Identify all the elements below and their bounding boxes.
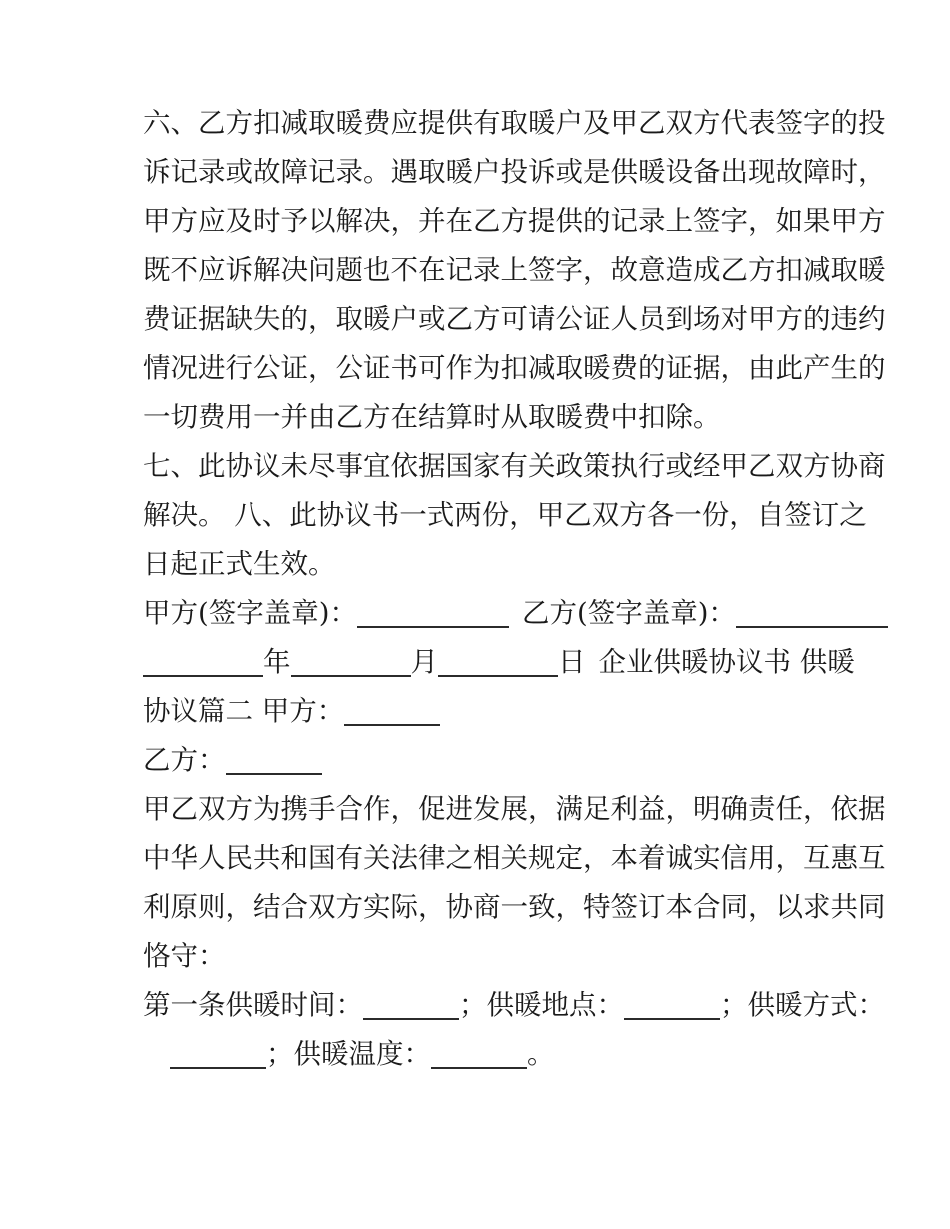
clause-one-line-continued xyxy=(143,1030,816,1079)
paragraph-line: 七、此协议未尽事宜依据国家有关政策执行或经甲乙双方协商 xyxy=(143,450,886,482)
signature-line xyxy=(143,589,816,638)
party-b-blank[interactable] xyxy=(226,751,322,775)
heating-time-label: 第一条供暖时间： xyxy=(143,989,363,1021)
party-b-signature-blank[interactable] xyxy=(736,604,888,628)
clause-one-line xyxy=(143,981,885,1030)
date-day-blank[interactable] xyxy=(438,653,558,677)
clause-one-end-punctuation: 。 xyxy=(527,1038,555,1070)
party-a-signature-blank[interactable] xyxy=(357,604,509,628)
paragraph-line: 六、乙方扣减取暖费应提供有取暖户及甲乙双方代表签字的投 xyxy=(143,107,886,139)
paragraph-line: 诉记录或故障记录。遇取暖户投诉或是供暖设备出现故障时， xyxy=(143,156,886,188)
date-month-blank[interactable] xyxy=(291,653,411,677)
document-text-body xyxy=(143,99,886,1079)
date-month-label: 月 xyxy=(410,646,438,678)
party-b-label: 乙方： xyxy=(143,744,226,776)
paragraph-line: 解决。 八、此协议书一式两份，甲乙双方各一份，自签订之 xyxy=(143,499,867,531)
party-a-signature-label: 甲方(签字盖章)： xyxy=(143,597,357,629)
date-year-label: 年 xyxy=(263,646,291,678)
party-b-line xyxy=(143,736,816,785)
document-title-inline: 企业供暖协议书 供暖 xyxy=(598,646,855,678)
heating-temperature-blank[interactable] xyxy=(431,1045,527,1069)
party-a-line xyxy=(143,687,816,736)
heating-location-label: ；供暖地点： xyxy=(459,989,624,1021)
paragraph-line: 既不应诉解决问题也不在记录上签字，故意造成乙方扣减取暖 xyxy=(143,254,886,286)
paragraph-line: 中华人民共和国有关法律之相关规定，本着诚实信用，互惠互 xyxy=(143,842,886,874)
heating-temperature-label: ；供暖温度： xyxy=(266,1038,431,1070)
heating-location-blank[interactable] xyxy=(624,996,720,1020)
paragraph-line: 利原则，结合双方实际，协商一致，特签订本合同，以求共同 xyxy=(143,891,886,923)
date-day-label: 日 xyxy=(558,646,586,678)
paragraph-line: 甲乙双方为携手合作，促进发展，满足利益，明确责任，依据 xyxy=(143,793,886,825)
party-a-label: 协议篇二 甲方： xyxy=(143,695,345,727)
paragraph-line: 费证据缺失的，取暖户或乙方可请公证人员到场对甲方的违约 xyxy=(143,303,886,335)
party-b-signature-label: 乙方(签字盖章)： xyxy=(521,597,736,629)
paragraph-line: 恪守： xyxy=(143,940,226,972)
paragraph-line: 日起正式生效。 xyxy=(143,548,336,580)
paragraph-line: 一切费用一并由乙方在结算时从取暖费中扣除。 xyxy=(143,401,721,433)
paragraph-line: 甲方应及时予以解决，并在乙方提供的记录上签字，如果甲方 xyxy=(143,205,886,237)
heating-time-blank[interactable] xyxy=(363,996,459,1020)
heating-method-blank[interactable] xyxy=(170,1045,266,1069)
heating-method-label: ；供暖方式： xyxy=(720,989,885,1021)
date-year-blank[interactable] xyxy=(143,653,263,677)
date-line xyxy=(143,638,855,687)
party-a-blank[interactable] xyxy=(344,702,440,726)
paragraph-line: 情况进行公证，公证书可作为扣减取暖费的证据，由此产生的 xyxy=(143,352,886,384)
